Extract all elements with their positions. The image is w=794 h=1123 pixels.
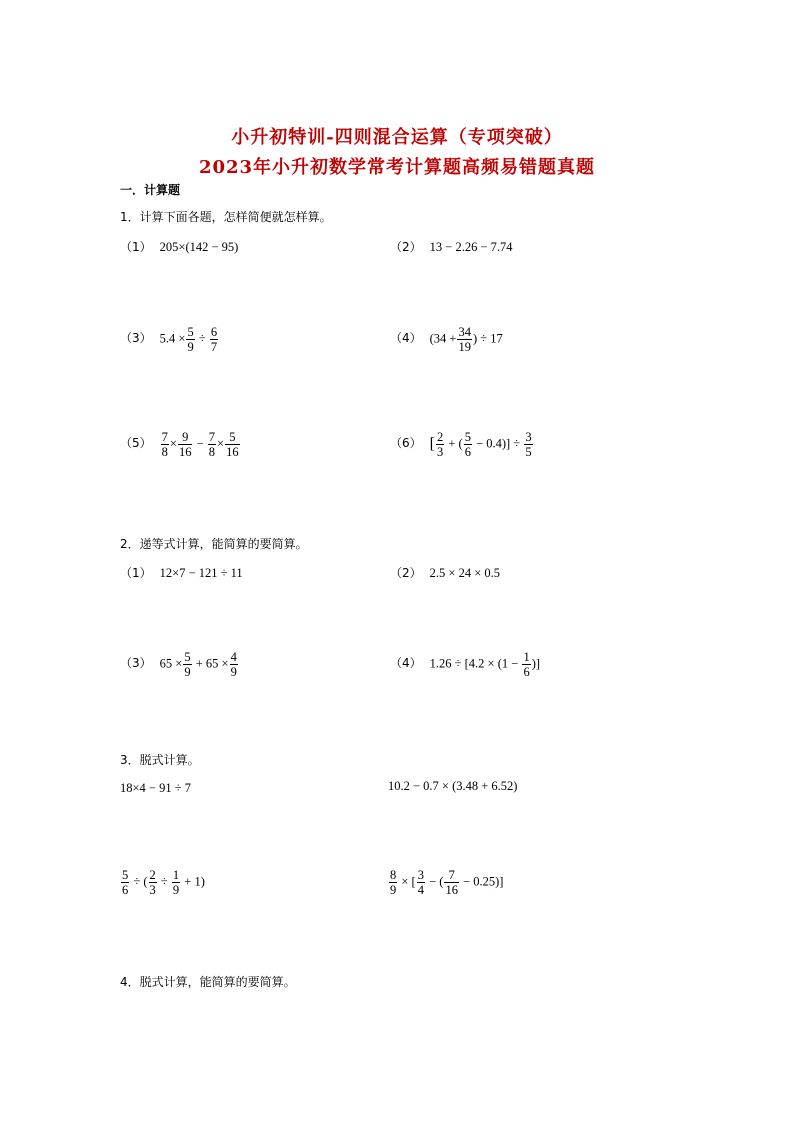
- fraction: $\frac{3}{4}$: [417, 868, 424, 897]
- item-label: （2）: [390, 240, 422, 254]
- q3-item-3: [120, 868, 205, 897]
- title-line-1: 小升初特训-四则混合运算（专项突破）: [231, 127, 563, 148]
- expression: 12×7 − 121 ÷ 11: [159, 566, 243, 580]
- expr-part: + 1): [181, 874, 205, 889]
- q1-item-3: [120, 325, 219, 354]
- fraction: $\frac{2}{3}$: [149, 868, 156, 897]
- fraction: $\frac{6}{7}$: [210, 325, 218, 354]
- expr-part: (34 +: [429, 331, 457, 346]
- item-label: （1）: [120, 566, 152, 580]
- item-label: （2）: [390, 566, 422, 580]
- q3-item-4: [388, 868, 503, 897]
- expression: 205×(142 − 95): [159, 240, 239, 254]
- q1-item-6: [390, 430, 534, 459]
- fraction: $\frac{1}{9}$: [172, 868, 180, 897]
- expr-part: − 0.25)]: [459, 874, 504, 889]
- fraction: $\frac{5}{6}$: [122, 868, 129, 897]
- q1-item-1: [120, 238, 238, 255]
- fraction: $\frac{5}{9}$: [184, 650, 191, 679]
- expression: 13 − 2.26 − 7.74: [429, 240, 513, 254]
- title-line-2: 2023年小升初数学常考计算题高频易错题真题: [198, 157, 596, 178]
- expression: 2.5 × 24 × 0.5: [429, 566, 500, 580]
- q1-item-2: [390, 238, 513, 255]
- item-label: （3）: [120, 331, 152, 346]
- fraction: $\frac{7}{8}$: [161, 430, 168, 459]
- q3-item-1: [120, 781, 191, 796]
- fraction: $\frac{1}{6}$: [523, 650, 530, 679]
- expr-part: 5.4 ×: [159, 331, 186, 346]
- operator: ×: [217, 436, 225, 451]
- operator: − 0.4)] ÷: [472, 436, 524, 451]
- expr-part: + 65 ×: [192, 656, 229, 671]
- section-heading: 一．计算题: [120, 183, 181, 197]
- item-label: （1）: [120, 240, 152, 254]
- fraction: $\frac{9}{16}$: [178, 430, 192, 459]
- question-3-prompt: 3．脱式计算。: [120, 753, 200, 767]
- q2-item-3: [120, 650, 239, 679]
- item-label: （4）: [390, 331, 422, 346]
- fraction: $\frac{7}{16}$: [445, 868, 458, 897]
- q2-item-2: [390, 564, 500, 581]
- q1-item-5: [120, 430, 241, 459]
- item-label: （4）: [390, 656, 422, 671]
- expr-part: 65 ×: [159, 656, 183, 671]
- operator: ×: [169, 436, 177, 451]
- item-label: （3）: [120, 656, 152, 671]
- q3-item-2: [388, 779, 517, 794]
- fraction: $\frac{7}{8}$: [208, 430, 216, 459]
- operator: −: [193, 436, 207, 451]
- question-4-prompt: 4．脱式计算，能简算的要简算。: [120, 975, 296, 989]
- fraction: $\frac{3}{5}$: [525, 430, 532, 459]
- expression: 18×4 − 91 ÷ 7: [120, 781, 191, 795]
- operator: + (: [445, 436, 463, 451]
- q2-item-1: [120, 564, 243, 581]
- bracket: [: [429, 435, 435, 453]
- expr-part: ) ÷ 17: [472, 331, 503, 346]
- operator: × [: [398, 874, 416, 889]
- expr-part: ÷: [195, 331, 209, 346]
- operator: ÷: [157, 874, 171, 889]
- q2-item-4: [390, 650, 540, 679]
- item-label: （5）: [120, 436, 152, 451]
- question-2-prompt: 2．递等式计算，能简算的要简算。: [120, 537, 308, 551]
- question-1-prompt: 1．计算下面各题，怎样简便就怎样算。: [120, 210, 332, 224]
- fraction: $\frac{5}{9}$: [187, 325, 194, 354]
- fraction: $\frac{8}{9}$: [390, 868, 397, 897]
- fraction: $\frac{2}{3}$: [436, 430, 444, 459]
- operator: ÷ (: [130, 874, 148, 889]
- fraction: $\frac{34}{19}$: [458, 325, 471, 354]
- expr-part: 1.26 ÷ [4.2 × (1 −: [429, 656, 522, 671]
- fraction: $\frac{5}{16}$: [226, 430, 239, 459]
- fraction: $\frac{4}{9}$: [230, 650, 237, 679]
- expression: 10.2 − 0.7 × (3.48 + 6.52): [388, 779, 518, 793]
- q1-item-4: [390, 325, 503, 354]
- item-label: （6）: [390, 436, 422, 451]
- operator: − (: [425, 874, 444, 889]
- expr-part: )]: [531, 656, 541, 671]
- fraction: $\frac{5}{6}$: [464, 430, 471, 459]
